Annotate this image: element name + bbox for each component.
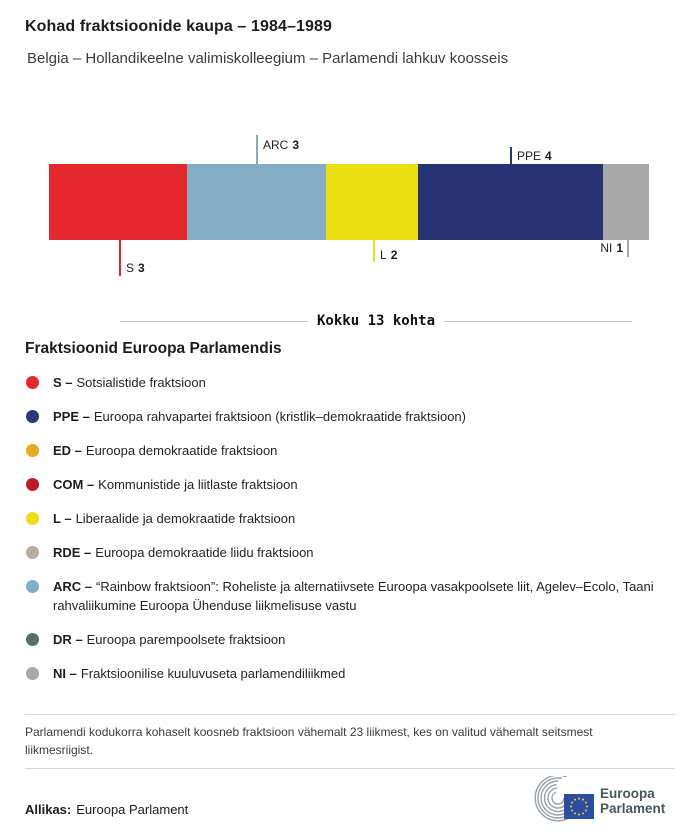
source-line (25, 802, 188, 817)
tick-l (373, 240, 375, 262)
legend-dot-s (26, 376, 39, 389)
footnote-line-1: Parlamendi kodukorra kohaselt koosneb fraktsioon vähemalt 23 liikmest, kes on valitud vähemalt seitsmest (25, 725, 593, 739)
legend-description: Euroopa demokraatide liidu fraktsioon (95, 545, 314, 560)
total-seats-label: Kokku 13 kohta (317, 313, 436, 329)
logo-wordmark (600, 787, 665, 816)
legend-item-dr (25, 630, 677, 649)
source-label: Allikas: (25, 802, 72, 817)
legend-item-rde (25, 543, 677, 562)
legend (25, 340, 677, 698)
legend-item-l (25, 509, 677, 528)
legend-item-arc (25, 577, 677, 615)
legend-item-ppe (25, 407, 677, 426)
label-ppe (517, 149, 552, 163)
legend-description: Fraktsioonilise kuuluvuseta parlamendiliikmed (80, 666, 346, 681)
legend-dot-ni (26, 667, 39, 680)
label-l (380, 248, 397, 262)
logo-line-1: Euroopa (600, 786, 655, 801)
legend-description: “Rainbow fraktsioon”: Roheliste ja alternatiivsete Euroopa vasakpoolsete liit, Agelev–Ecolo, Taani rahvaliikumine Euroopa Ühenduse liikmelisuse vastu (53, 579, 654, 613)
footnote-line-2: liikmesriigist. (25, 742, 94, 757)
label-arc-code: ARC (263, 138, 289, 152)
legend-dot-dr (26, 633, 39, 646)
legend-code: L – (53, 511, 72, 526)
legend-item-com (25, 475, 677, 494)
footer-divider (25, 768, 675, 769)
label-arc-seats: 3 (292, 138, 300, 152)
label-ni-code: NI (600, 241, 613, 255)
legend-description: Liberaalide ja demokraatide fraktsioon (75, 511, 296, 526)
legend-code: ARC – (53, 579, 93, 594)
tick-ni (627, 240, 629, 257)
tick-s (119, 240, 121, 276)
label-arc (263, 138, 299, 152)
bar-segment-arc (187, 164, 325, 240)
source-value: Euroopa Parlament (76, 802, 189, 817)
footnote (25, 724, 665, 759)
label-ni-seats: 1 (616, 241, 623, 255)
total-seats-row (120, 313, 632, 329)
legend-code: S – (53, 375, 73, 390)
bar-segment-ppe (418, 164, 603, 240)
legend-description: Euroopa parempoolsete fraktsioon (86, 632, 286, 647)
total-rule-right (444, 321, 632, 322)
total-rule-left (120, 321, 308, 322)
tick-arc (256, 135, 258, 164)
legend-item-ni (25, 664, 677, 683)
bar-segment-ni (603, 164, 649, 240)
label-ppe-seats: 4 (545, 149, 552, 163)
seat-bar (49, 164, 649, 240)
legend-description: Sotsialistide fraktsioon (76, 375, 206, 390)
label-l-code: L (380, 248, 387, 262)
legend-code: ED – (53, 443, 82, 458)
european-parliament-logo (528, 776, 678, 824)
legend-dot-arc (26, 580, 39, 593)
footnote-divider (25, 714, 675, 715)
legend-code: DR – (53, 632, 83, 647)
parliament-hemicycle-icon (528, 776, 598, 824)
legend-dot-ppe (26, 410, 39, 423)
legend-code: NI – (53, 666, 77, 681)
eu-flag-icon (564, 794, 594, 819)
legend-dot-com (26, 478, 39, 491)
legend-dot-rde (26, 546, 39, 559)
legend-item-s (25, 373, 677, 392)
bar-segment-l (326, 164, 418, 240)
legend-heading: Fraktsioonid Euroopa Parlamendis (25, 340, 282, 357)
legend-code: PPE – (53, 409, 90, 424)
legend-item-ed (25, 441, 677, 460)
legend-dot-ed (26, 444, 39, 457)
legend-dot-l (26, 512, 39, 525)
page-title: Kohad fraktsioonide kaupa – 1984–1989 (25, 18, 332, 35)
label-l-seats: 2 (390, 248, 398, 262)
legend-code: COM – (53, 477, 95, 492)
legend-description: Kommunistide ja liitlaste fraktsioon (98, 477, 298, 492)
tick-ppe (510, 147, 512, 164)
legend-code: RDE – (53, 545, 92, 560)
legend-description: Euroopa demokraatide fraktsioon (85, 443, 278, 458)
label-s-seats: 3 (138, 261, 145, 275)
label-ni (600, 241, 623, 255)
legend-description: Euroopa rahvapartei fraktsioon (kristlik–demokraatide fraktsioon) (93, 409, 466, 424)
page-subtitle: Belgia – Hollandikeelne valimiskolleegium – Parlamendi lahkuv koosseis (27, 50, 509, 67)
label-ppe-code: PPE (517, 149, 542, 163)
logo-line-2: Parlament (600, 800, 666, 816)
label-s-code: S (126, 261, 135, 275)
bar-segment-s (49, 164, 187, 240)
label-s (126, 261, 145, 275)
